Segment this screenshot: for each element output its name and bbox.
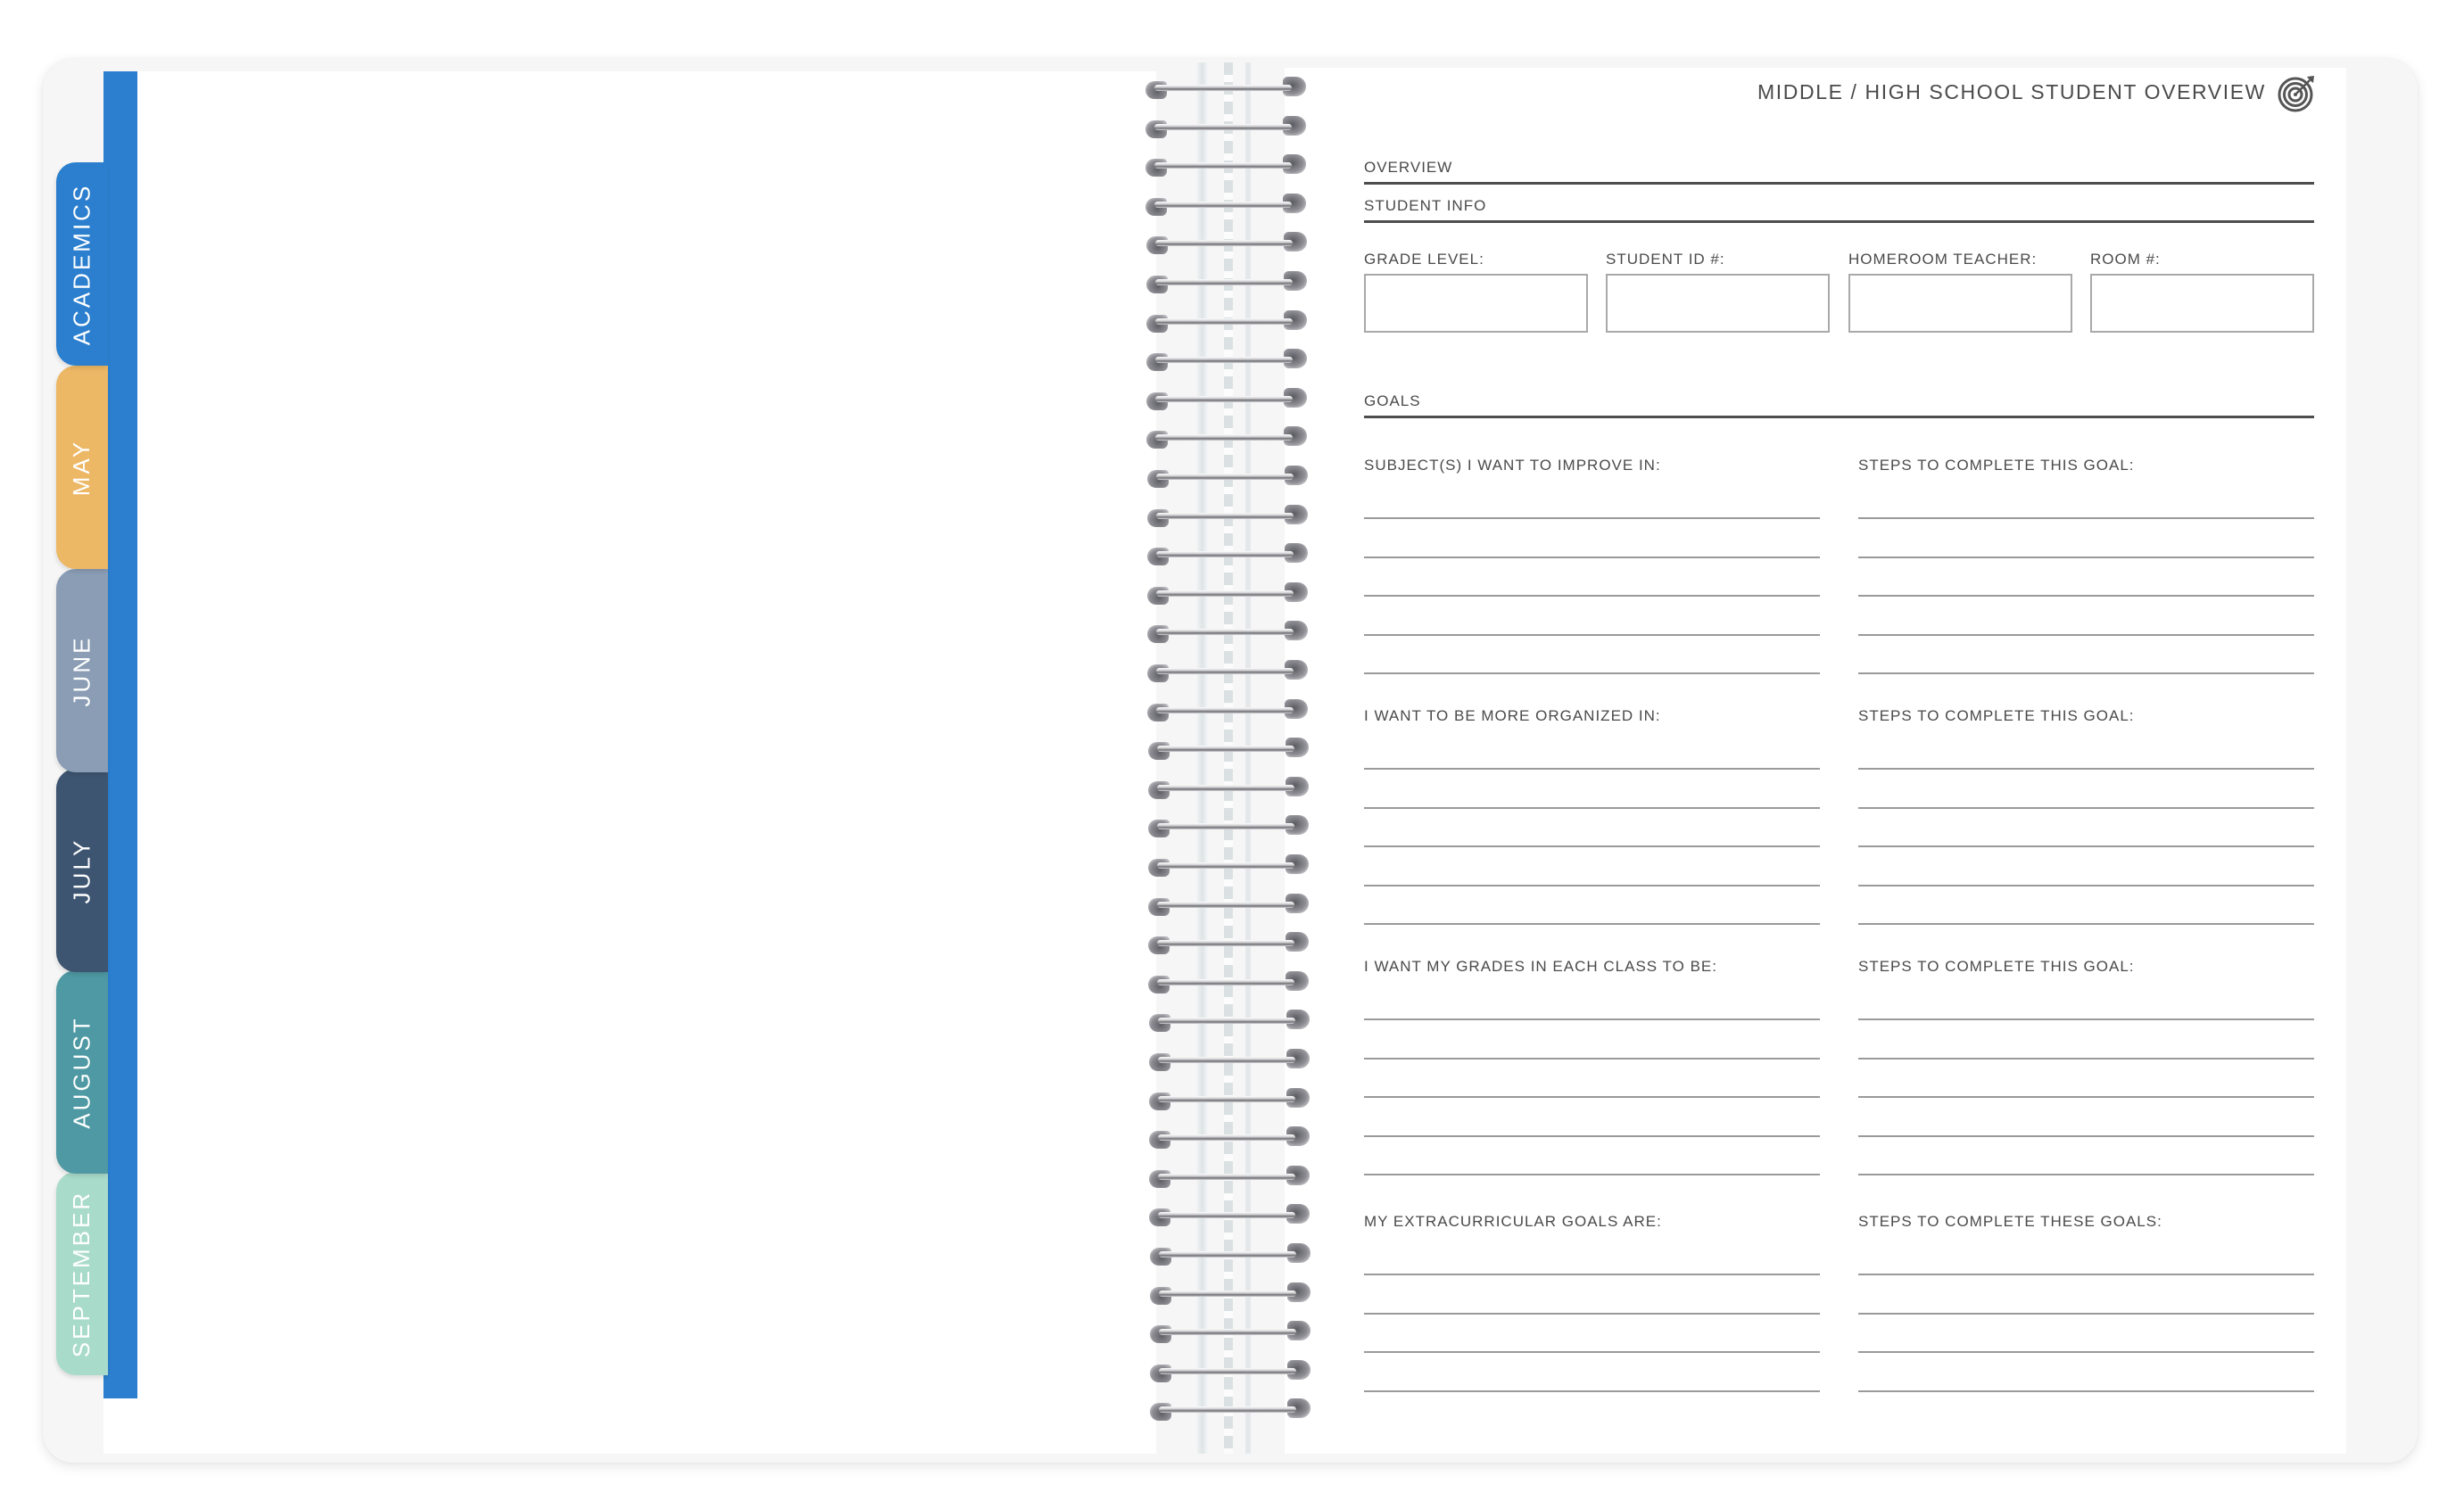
writing-line[interactable] <box>1364 845 1820 847</box>
writing-line[interactable] <box>1364 768 1820 770</box>
spiral-ring <box>1146 350 1307 370</box>
field-label: GRADE LEVEL: <box>1364 251 1484 268</box>
writing-line[interactable] <box>1364 1058 1820 1060</box>
field-label: ROOM #: <box>2090 251 2161 268</box>
spiral-ring <box>1148 739 1309 759</box>
writing-line[interactable] <box>1364 1351 1820 1353</box>
goal-label-left: I WANT MY GRADES IN EACH CLASS TO BE: <box>1364 958 1717 975</box>
writing-line[interactable] <box>1364 557 1820 558</box>
goal-label-right: STEPS TO COMPLETE THESE GOALS: <box>1858 1213 2162 1230</box>
writing-line[interactable] <box>1364 1313 1820 1315</box>
spiral-ring <box>1149 1090 1310 1109</box>
spiral-ring <box>1145 195 1306 215</box>
spiral-ring <box>1150 1400 1311 1420</box>
spiral-ring <box>1147 584 1308 604</box>
spiral-ring <box>1148 779 1309 798</box>
spiral-ring <box>1146 234 1307 253</box>
writing-line[interactable] <box>1364 672 1820 674</box>
writing-line[interactable] <box>1364 1390 1820 1392</box>
goal-label-left: I WANT TO BE MORE ORGANIZED IN: <box>1364 707 1661 724</box>
writing-line[interactable] <box>1858 1313 2314 1315</box>
spiral-ring <box>1145 156 1306 176</box>
spiral-ring <box>1147 662 1308 681</box>
section-student-info: STUDENT INFO <box>1364 197 2314 223</box>
writing-line[interactable] <box>1858 517 2314 519</box>
student-id-field[interactable] <box>1606 274 1830 333</box>
tab-label: JUNE <box>68 635 95 706</box>
spiral-ring <box>1149 1051 1310 1070</box>
writing-line[interactable] <box>1364 595 1820 597</box>
writing-line[interactable] <box>1858 672 2314 674</box>
spiral-ring <box>1150 1284 1311 1304</box>
tab-academics[interactable] <box>56 162 108 366</box>
writing-line[interactable] <box>1858 1135 2314 1137</box>
tab-september[interactable] <box>56 1172 108 1375</box>
goal-label-left: SUBJECT(S) I WANT TO IMPROVE IN: <box>1364 457 1661 474</box>
section-goals: GOALS <box>1364 392 2314 418</box>
spiral-ring <box>1146 428 1307 448</box>
spiral-ring <box>1150 1245 1311 1265</box>
spiral-ring <box>1146 312 1307 332</box>
tab-label: AUGUST <box>68 1015 95 1129</box>
spiral-ring <box>1148 856 1309 876</box>
tab-label: MAY <box>68 439 95 496</box>
spiral-ring <box>1146 390 1307 409</box>
field-label: HOMEROOM TEACHER: <box>1848 251 2038 268</box>
writing-line[interactable] <box>1364 517 1820 519</box>
writing-line[interactable] <box>1858 768 2314 770</box>
spiral-ring <box>1149 1206 1310 1225</box>
spiral-ring <box>1147 507 1308 526</box>
spiral-binding <box>1140 71 1310 1445</box>
writing-line[interactable] <box>1858 557 2314 558</box>
tab-june[interactable] <box>56 569 108 772</box>
spiral-ring <box>1147 545 1308 565</box>
spiral-ring <box>1147 467 1308 487</box>
spiral-ring <box>1148 817 1309 837</box>
writing-line[interactable] <box>1858 1351 2314 1353</box>
academics-edge-strip <box>103 71 137 1398</box>
goal-label-left: MY EXTRACURRICULAR GOALS ARE: <box>1364 1213 1662 1230</box>
goal-label-right: STEPS TO COMPLETE THIS GOAL: <box>1858 958 2135 975</box>
homeroom-teacher-field[interactable] <box>1848 274 2072 333</box>
tab-may[interactable] <box>56 366 108 569</box>
spiral-ring <box>1149 1128 1310 1148</box>
writing-line[interactable] <box>1364 923 1820 925</box>
tab-august[interactable] <box>56 970 108 1174</box>
spiral-ring <box>1150 1362 1311 1381</box>
spiral-ring <box>1148 934 1309 953</box>
writing-line[interactable] <box>1858 1096 2314 1098</box>
spiral-ring <box>1147 623 1308 642</box>
writing-line[interactable] <box>1364 807 1820 809</box>
left-page-blank <box>103 71 1156 1454</box>
room-number-field[interactable] <box>2090 274 2314 333</box>
goal-label-right: STEPS TO COMPLETE THIS GOAL: <box>1858 457 2135 474</box>
writing-line[interactable] <box>1858 1058 2314 1060</box>
tab-july[interactable] <box>56 769 108 972</box>
writing-line[interactable] <box>1858 595 2314 597</box>
writing-line[interactable] <box>1858 807 2314 809</box>
tab-label: ACADEMICS <box>68 183 95 345</box>
spiral-ring <box>1149 1011 1310 1031</box>
writing-line[interactable] <box>1364 634 1820 636</box>
spiral-ring <box>1149 1167 1310 1187</box>
tab-label: JULY <box>68 837 95 903</box>
spiral-ring <box>1146 273 1307 293</box>
writing-line[interactable] <box>1364 1018 1820 1020</box>
spiral-ring <box>1147 701 1308 721</box>
writing-line[interactable] <box>1858 1174 2314 1175</box>
tab-label: SEPTEMBER <box>68 1190 95 1357</box>
writing-line[interactable] <box>1858 923 2314 925</box>
writing-line[interactable] <box>1858 1274 2314 1275</box>
writing-line[interactable] <box>1364 1135 1820 1137</box>
spiral-ring <box>1148 973 1309 993</box>
section-overview: OVERVIEW <box>1364 159 2314 185</box>
spiral-ring <box>1145 118 1306 137</box>
writing-line[interactable] <box>1858 885 2314 886</box>
writing-line[interactable] <box>1364 1174 1820 1175</box>
writing-line[interactable] <box>1858 634 2314 636</box>
goal-label-right: STEPS TO COMPLETE THIS GOAL: <box>1858 707 2135 724</box>
spiral-ring <box>1150 1323 1311 1342</box>
writing-line[interactable] <box>1858 1018 2314 1020</box>
field-label: STUDENT ID #: <box>1606 251 1725 268</box>
page-title: MIDDLE / HIGH SCHOOL STUDENT OVERVIEW <box>1757 80 2266 103</box>
target-icon <box>2278 73 2317 112</box>
writing-line[interactable] <box>1364 1096 1820 1098</box>
spiral-ring <box>1148 895 1309 915</box>
spiral-ring <box>1145 78 1306 98</box>
grade-level-field[interactable] <box>1364 274 1588 333</box>
writing-line[interactable] <box>1364 1274 1820 1275</box>
writing-line[interactable] <box>1858 845 2314 847</box>
writing-line[interactable] <box>1364 885 1820 886</box>
writing-line[interactable] <box>1858 1390 2314 1392</box>
